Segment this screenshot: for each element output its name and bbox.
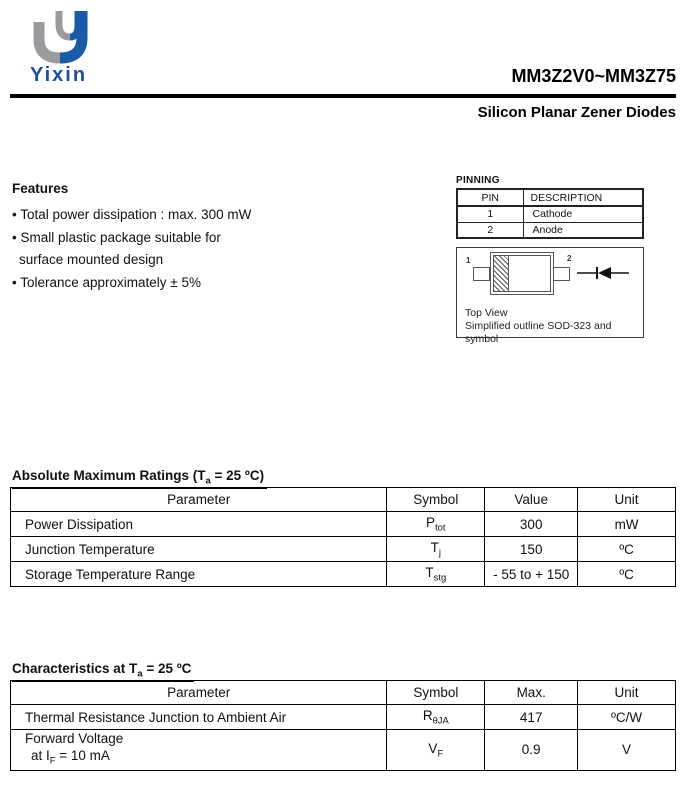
parameter-cell: Junction Temperature xyxy=(11,537,387,562)
package-caption-line1: Top View xyxy=(465,307,508,319)
pinning-heading: PINNING xyxy=(456,175,500,186)
parameter-cell: Storage Temperature Range xyxy=(11,562,387,587)
symbol-base: R xyxy=(422,707,433,723)
parameter-cell: Thermal Resistance Junction to Ambient Air xyxy=(11,705,387,730)
pinning-table xyxy=(456,188,644,239)
col-symbol: Symbol xyxy=(387,681,485,705)
header-divider xyxy=(10,94,676,98)
unit-cell: mW xyxy=(578,512,676,537)
pin-description: Anode xyxy=(523,222,643,238)
pinning-col-pin: PIN xyxy=(457,189,523,206)
condition-text: at I xyxy=(31,748,50,763)
logo-text: Yixin xyxy=(30,64,88,86)
pin-number: 1 xyxy=(457,206,523,222)
col-parameter: Parameter xyxy=(11,681,387,705)
features-heading: Features xyxy=(12,181,69,196)
value-cell: 300 xyxy=(485,512,578,537)
symbol-cell xyxy=(387,537,485,562)
table-row xyxy=(11,512,676,537)
part-number-title: MM3Z2V0~MM3Z75 xyxy=(511,66,676,86)
company-logo xyxy=(28,8,148,87)
characteristics-heading xyxy=(12,661,194,682)
package-lead-right xyxy=(553,267,570,281)
table-row xyxy=(457,222,643,238)
cathode-band-hatch xyxy=(494,256,509,291)
unit-cell: ºC/W xyxy=(578,705,676,730)
logo-u-icon xyxy=(28,8,92,66)
feature-item: • Small plastic package suitable for xyxy=(12,229,221,245)
table-row xyxy=(11,537,676,562)
col-unit: Unit xyxy=(578,488,676,512)
abs-max-heading-text: = 25 ºC) xyxy=(210,468,265,483)
package-body xyxy=(490,252,554,295)
package-caption-line2: Simplified outline SOD-323 and symbol xyxy=(465,320,612,345)
package-caption xyxy=(465,307,643,346)
characteristics-heading-text: = 25 ºC xyxy=(142,661,192,676)
value-cell: 150 xyxy=(485,537,578,562)
pin-number: 2 xyxy=(457,222,523,238)
col-max: Max. xyxy=(485,681,578,705)
subtitle: Silicon Planar Zener Diodes xyxy=(477,104,676,121)
table-row xyxy=(11,730,676,771)
symbol-subscript: j xyxy=(438,547,441,559)
abs-max-heading xyxy=(12,468,267,489)
symbol-subscript: F xyxy=(437,748,444,760)
package-pin1-label: 1 xyxy=(466,256,471,265)
unit-cell: ºC xyxy=(578,537,676,562)
symbol-cell xyxy=(387,512,485,537)
feature-item-continued: surface mounted design xyxy=(19,252,164,267)
condition-text: = 10 mA xyxy=(55,748,110,763)
symbol-base: T xyxy=(430,539,439,555)
unit-cell: V xyxy=(578,730,676,771)
table-row xyxy=(11,562,676,587)
col-symbol: Symbol xyxy=(387,488,485,512)
condition-subscript: F xyxy=(49,755,56,767)
parameter-line1: Forward Voltage xyxy=(25,731,124,746)
symbol-base: V xyxy=(428,740,438,756)
symbol-cell xyxy=(387,730,485,771)
table-row xyxy=(11,705,676,730)
parameter-line2 xyxy=(25,747,386,770)
package-pin2-label: 2 xyxy=(567,254,572,263)
abs-max-heading-text: Absolute Maximum Ratings (T xyxy=(12,468,206,483)
characteristics-header-row xyxy=(11,681,676,705)
pinning-col-description: DESCRIPTION xyxy=(523,189,643,206)
pin-description: Cathode xyxy=(523,206,643,222)
pinning-header-row xyxy=(457,189,643,206)
value-cell: 417 xyxy=(485,705,578,730)
value-cell: 0.9 xyxy=(485,730,578,771)
col-parameter: Parameter xyxy=(11,488,387,512)
unit-cell: ºC xyxy=(578,562,676,587)
symbol-cell xyxy=(387,705,485,730)
zener-diode-symbol-icon xyxy=(577,265,629,281)
features-section xyxy=(12,181,342,294)
characteristics-table xyxy=(10,680,676,771)
symbol-subscript: stg xyxy=(433,572,447,584)
table-row xyxy=(457,206,643,222)
characteristics-heading-text: Characteristics at T xyxy=(12,661,138,676)
symbol-subscript: tot xyxy=(435,522,446,534)
value-cell: - 55 to + 150 xyxy=(485,562,578,587)
package-lead-left xyxy=(473,267,490,281)
abs-max-table xyxy=(10,487,676,587)
symbol-subscript: θJA xyxy=(432,715,449,727)
abs-max-header-row xyxy=(11,488,676,512)
symbol-base: P xyxy=(426,514,436,530)
characteristics-heading-sub: a xyxy=(137,668,143,680)
symbol-base: T xyxy=(425,564,434,580)
col-unit: Unit xyxy=(578,681,676,705)
package-body-inner xyxy=(493,255,551,292)
parameter-cell: Power Dissipation xyxy=(11,512,387,537)
abs-max-heading-sub: a xyxy=(205,475,211,487)
feature-item: • Tolerance approximately ± 5% xyxy=(12,274,201,290)
col-value: Value xyxy=(485,488,578,512)
feature-item: • Total power dissipation : max. 300 mW xyxy=(12,207,252,222)
parameter-cell xyxy=(11,730,387,771)
package-outline-figure xyxy=(456,247,644,345)
symbol-cell xyxy=(387,562,485,587)
